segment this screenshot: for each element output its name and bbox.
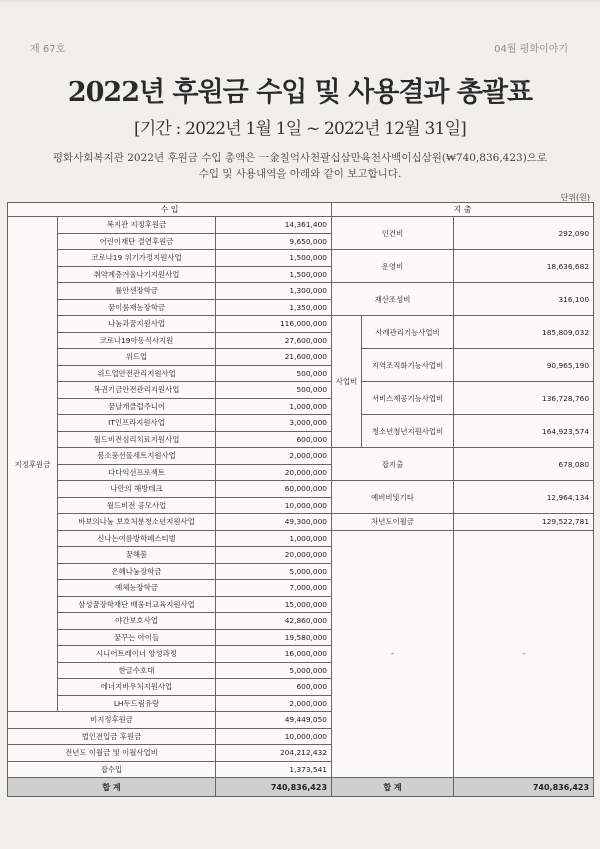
donation-summary-table <box>7 202 594 797</box>
table-row <box>8 316 594 333</box>
income-name: 은혜나눔장학금 <box>58 563 216 580</box>
income-name: 나눔과꿈지원사업 <box>58 316 216 333</box>
intro-line-1: 평화사회복지관 2022년 후원금 수입 총액은 一金칠억사천팔십삼만육천사백이십삼원(₩740,836,423)으로 <box>52 152 548 164</box>
business-label: 사업비 <box>332 316 362 448</box>
income-name: 률안센장학금 <box>58 283 216 300</box>
income-amount: 16,000,000 <box>216 646 332 663</box>
issue-number: 제 67호 <box>30 44 66 55</box>
income-amount: 49,449,050 <box>216 712 332 729</box>
income-name: 꿈꾸는 아이들 <box>58 629 216 646</box>
table-row <box>8 415 594 432</box>
income-name: 신나는여름방학페스티벌 <box>58 530 216 547</box>
income-amount: 21,600,000 <box>216 349 332 366</box>
income-name: 잡수입 <box>8 761 216 778</box>
expense-name: 운영비 <box>332 250 454 283</box>
expense-amount: 129,522,781 <box>454 514 594 531</box>
income-amount: 1,300,000 <box>216 283 332 300</box>
expense-name: 사례관리기능사업비 <box>362 316 454 349</box>
expense-amount: 292,090 <box>454 217 594 250</box>
expense-name: 예비비및기타 <box>332 481 454 514</box>
income-amount: 1,000,000 <box>216 530 332 547</box>
table-row <box>8 349 594 366</box>
income-amount: 1,373,541 <box>216 761 332 778</box>
table-row <box>8 250 594 267</box>
designated-label: 지정후원금 <box>8 217 58 712</box>
period-label: [기간 : 2022년 1월 1일 ~ 2022년 12월 31일] <box>133 119 467 139</box>
expense-header: 지 출 <box>332 203 594 217</box>
income-name: IT인프라지원사업 <box>58 415 216 432</box>
expense-amount: 678,080 <box>454 448 594 481</box>
income-name: 야간보호사업 <box>58 613 216 630</box>
income-amount: 3,000,000 <box>216 415 332 432</box>
income-name: 시니어트레이너 양성과정 <box>58 646 216 663</box>
table-row <box>8 217 594 234</box>
income-amount: 5,000,000 <box>216 662 332 679</box>
income-name: 위드업 <box>58 349 216 366</box>
expense-amount: 185,809,032 <box>454 316 594 349</box>
expense-name: 청소년청년지원사업비 <box>362 415 454 448</box>
income-amount: 60,000,000 <box>216 481 332 498</box>
income-amount: 10,000,000 <box>216 497 332 514</box>
expense-total-label: 합 계 <box>332 778 454 797</box>
income-name: 에너지바우처지원사업 <box>58 679 216 696</box>
income-amount: 1,500,000 <box>216 250 332 267</box>
expense-name: 재산조성비 <box>332 283 454 316</box>
intro-text <box>20 150 580 182</box>
income-name: 예체능장학금 <box>58 580 216 597</box>
section-name: 04월 평화이야기 <box>494 44 568 55</box>
income-name: 취약계층겨울나기지원사업 <box>58 266 216 283</box>
income-amount: 20,000,000 <box>216 547 332 564</box>
unit-label: 단위(원) <box>560 193 590 202</box>
income-amount: 1,500,000 <box>216 266 332 283</box>
expense-total-amount: 740,836,423 <box>454 778 594 797</box>
income-name: 전년도 이월금 및 이월사업비 <box>8 745 216 762</box>
income-name: 한글수호대 <box>58 662 216 679</box>
income-total-amount: 740,836,423 <box>216 778 332 797</box>
income-name: 나만의 해방테크 <box>58 481 216 498</box>
expense-name: 지역조직화기능사업비 <box>362 349 454 382</box>
income-amount: 20,000,000 <box>216 464 332 481</box>
income-name: 봄소풍선물세트지원사업 <box>58 448 216 465</box>
income-name: 어린이재단 결연후원금 <box>58 233 216 250</box>
expense-amount: 18,636,682 <box>454 250 594 283</box>
expense-name: 서비스제공기능사업비 <box>362 382 454 415</box>
income-name: 코로나19아동식사지원 <box>58 332 216 349</box>
income-name: 복지관 지정후원금 <box>58 217 216 234</box>
income-name: 꿈이룸재능장학금 <box>58 299 216 316</box>
expense-blank: - <box>332 530 454 778</box>
table-row <box>8 514 594 531</box>
income-name: 월드비전 공모사업 <box>58 497 216 514</box>
income-amount: 500,000 <box>216 382 332 399</box>
income-amount: 2,000,000 <box>216 448 332 465</box>
income-total-label: 합 계 <box>8 778 216 797</box>
table-row <box>8 382 594 399</box>
income-name: 꿈해봄 <box>58 547 216 564</box>
expense-name: 인건비 <box>332 217 454 250</box>
income-amount: 14,361,400 <box>216 217 332 234</box>
income-name: 바보의나눔 보호처분청소년지원사업 <box>58 514 216 531</box>
expense-blank-amount: - <box>454 530 594 778</box>
income-amount: 1,350,000 <box>216 299 332 316</box>
income-name: 꿈날개클럽주니어 <box>58 398 216 415</box>
income-amount: 600,000 <box>216 679 332 696</box>
table-row <box>8 283 594 300</box>
income-name: LH두드림유랑 <box>58 695 216 712</box>
expense-amount: 164,923,574 <box>454 415 594 448</box>
intro-line-2: 수입 및 사용내역을 아래와 같이 보고합니다. <box>198 168 402 180</box>
income-amount: 15,000,000 <box>216 596 332 613</box>
income-amount: 5,000,000 <box>216 563 332 580</box>
expense-name: 잡지출 <box>332 448 454 481</box>
income-amount: 7,000,000 <box>216 580 332 597</box>
income-amount: 42,860,000 <box>216 613 332 630</box>
income-amount: 600,000 <box>216 431 332 448</box>
income-name: 복권기금안전관리지원사업 <box>58 382 216 399</box>
income-amount: 19,580,000 <box>216 629 332 646</box>
income-name: 월드비전심리치료지원사업 <box>58 431 216 448</box>
expense-amount: 12,964,134 <box>454 481 594 514</box>
income-header: 수 입 <box>8 203 332 217</box>
income-name: 법인전입금 후원금 <box>8 728 216 745</box>
expense-amount: 316,100 <box>454 283 594 316</box>
income-name: 다다익선프로젝트 <box>58 464 216 481</box>
income-amount: 2,000,000 <box>216 695 332 712</box>
income-name: 삼성꿈장학재단 배움터교육지원사업 <box>58 596 216 613</box>
table-row <box>8 481 594 498</box>
total-row <box>8 778 594 797</box>
top-border <box>0 0 600 2</box>
table-row <box>8 530 594 547</box>
income-name: 코로나19 위기가정지원사업 <box>58 250 216 267</box>
income-name: 비지정후원금 <box>8 712 216 729</box>
expense-name: 차년도이월금 <box>332 514 454 531</box>
income-amount: 1,000,000 <box>216 398 332 415</box>
income-amount: 9,650,000 <box>216 233 332 250</box>
income-amount: 49,300,000 <box>216 514 332 531</box>
income-name: 위드업안전관리지원사업 <box>58 365 216 382</box>
income-amount: 10,000,000 <box>216 728 332 745</box>
expense-amount: 90,965,190 <box>454 349 594 382</box>
income-amount: 116,000,000 <box>216 316 332 333</box>
income-amount: 500,000 <box>216 365 332 382</box>
page-title: 2022년 후원금 수입 및 사용결과 총괄표 <box>67 77 533 108</box>
income-amount: 204,212,432 <box>216 745 332 762</box>
table-header-row <box>8 203 594 217</box>
table-row <box>8 448 594 465</box>
expense-amount: 136,728,760 <box>454 382 594 415</box>
income-amount: 27,600,000 <box>216 332 332 349</box>
